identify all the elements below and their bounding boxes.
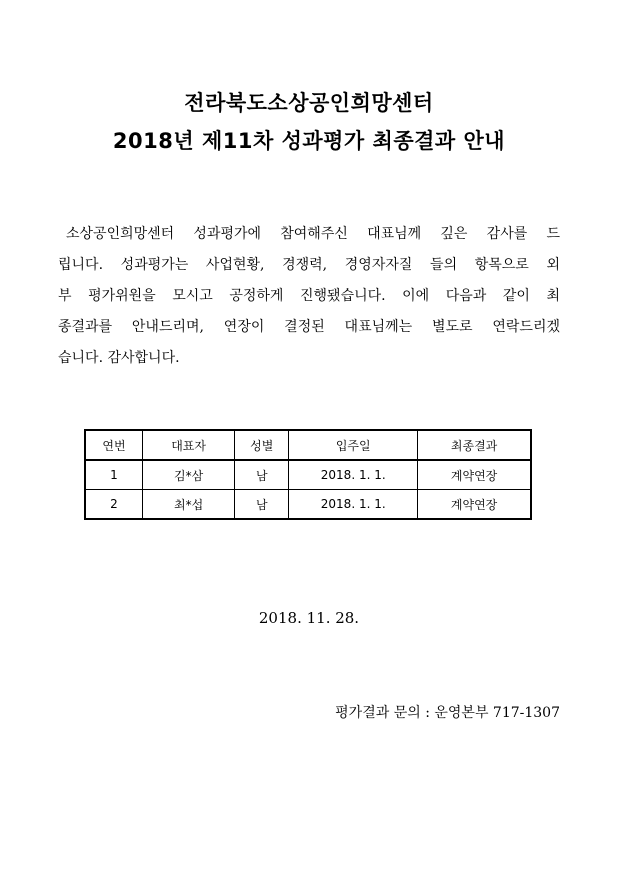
column-header-move-in-date: 입주일 bbox=[289, 430, 418, 460]
notice-body-line: 습니다. 감사합니다. bbox=[58, 350, 180, 366]
cell-move-in-date: 2018. 1. 1. bbox=[289, 490, 418, 520]
cell-no: 1 bbox=[85, 460, 143, 490]
column-header-gender: 성별 bbox=[235, 430, 289, 460]
table-row bbox=[85, 490, 531, 520]
cell-representative: 최*섭 bbox=[143, 490, 235, 520]
document-date: 2018. 11. 28. bbox=[258, 609, 360, 627]
contact-info: 평가결과 문의 : 운영본부 717-1307 bbox=[335, 705, 560, 721]
notice-body-line: 소상공인희망센터 성과평가에 참여해주신 대표님께 깊은 감사를 드 bbox=[66, 226, 560, 242]
table-header-row bbox=[85, 430, 531, 460]
column-header-representative: 대표자 bbox=[143, 430, 235, 460]
column-header-final-result: 최종결과 bbox=[418, 430, 531, 460]
cell-representative: 김*삼 bbox=[143, 460, 235, 490]
notice-body-line: 종결과를 안내드리며, 연장이 결정된 대표님께는 별도로 연락드리겠 bbox=[58, 319, 560, 335]
cell-gender: 남 bbox=[235, 460, 289, 490]
document-title-notice: 2018년 제11차 성과평가 최종결과 안내 bbox=[112, 129, 506, 153]
cell-final-result: 계약연장 bbox=[418, 460, 531, 490]
table-row bbox=[85, 460, 531, 490]
cell-final-result: 계약연장 bbox=[418, 490, 531, 520]
result-table bbox=[84, 429, 532, 520]
column-header-no: 연번 bbox=[85, 430, 143, 460]
cell-gender: 남 bbox=[235, 490, 289, 520]
notice-body-line: 부 평가위원을 모시고 공정하게 진행됐습니다. 이에 다음과 같이 최 bbox=[58, 288, 560, 304]
notice-body bbox=[58, 219, 560, 374]
cell-move-in-date: 2018. 1. 1. bbox=[289, 460, 418, 490]
cell-no: 2 bbox=[85, 490, 143, 520]
notice-body-line: 립니다. 성과평가는 사업현황, 경쟁력, 경영자자질 들의 항목으로 외 bbox=[58, 257, 560, 273]
document-title-org: 전라북도소상공인희망센터 bbox=[184, 91, 434, 115]
